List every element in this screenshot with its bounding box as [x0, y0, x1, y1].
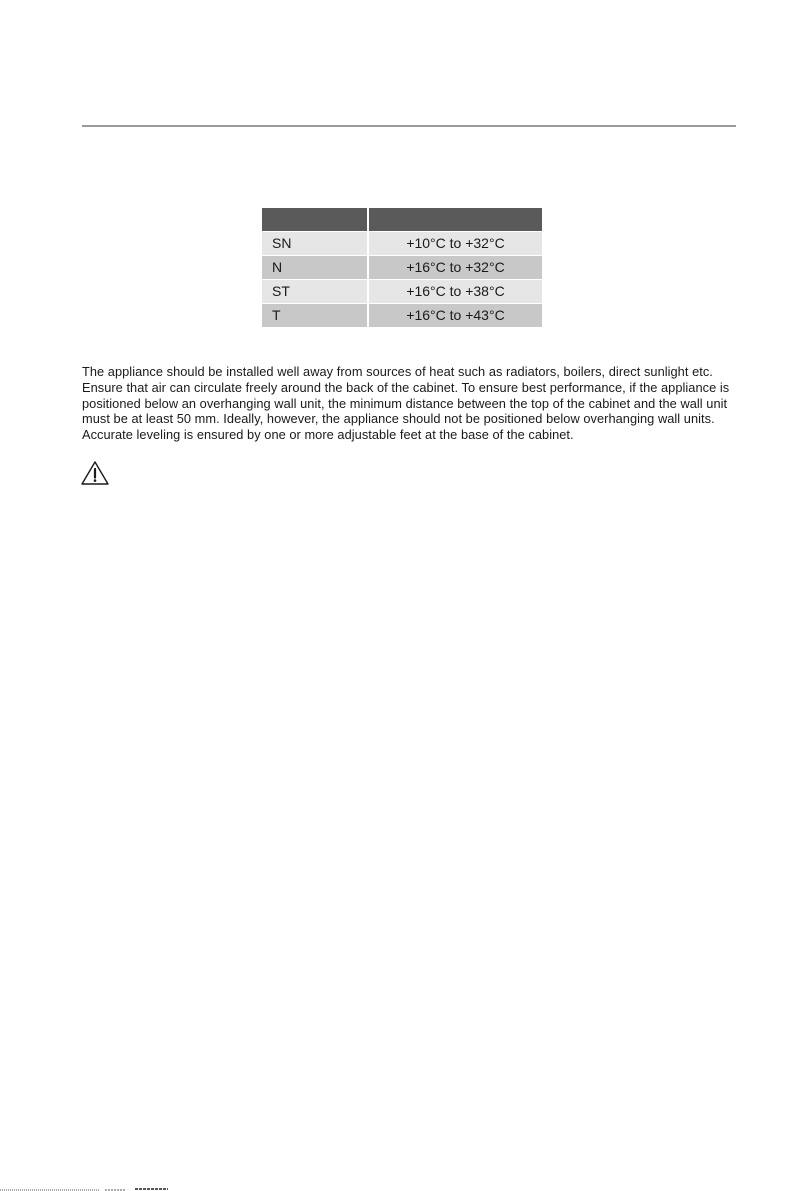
climate-class-cell: ST: [262, 280, 368, 304]
installation-paragraph: The appliance should be installed well away from sources of heat such as radiators, boilers, direct sunlight etc. Ensure that air can circulate freely around the back of the cabinet. To ensure best performance, if the appliance is positioned below an overhanging wall unit, the minimum distance between the top of the cabinet and the wall unit must be at least 50 mm. Ideally, however, the appliance should not be positioned below overhanging wall units. Accurate leveling is ensured by one or more adjustable feet at the base of the cabinet.: [82, 364, 730, 443]
print-crop-marks: [0, 1184, 200, 1191]
header-rule: [82, 125, 736, 127]
table-header-class: [262, 208, 368, 232]
table-header-row: [262, 208, 542, 232]
temperature-range-cell: +10°C to +32°C: [368, 232, 542, 256]
temperature-range-cell: +16°C to +38°C: [368, 280, 542, 304]
temperature-range-cell: +16°C to +32°C: [368, 256, 542, 280]
table-row: [262, 232, 542, 256]
climate-class-table: [262, 208, 542, 327]
climate-class-cell: N: [262, 256, 368, 280]
table-row: [262, 256, 542, 280]
climate-class-cell: T: [262, 304, 368, 328]
climate-class-cell: SN: [262, 232, 368, 256]
table-header-range: [368, 208, 542, 232]
temperature-range-cell: +16°C to +43°C: [368, 304, 542, 328]
warning-triangle-icon: [80, 460, 110, 486]
table-row: [262, 304, 542, 328]
table-row: [262, 280, 542, 304]
